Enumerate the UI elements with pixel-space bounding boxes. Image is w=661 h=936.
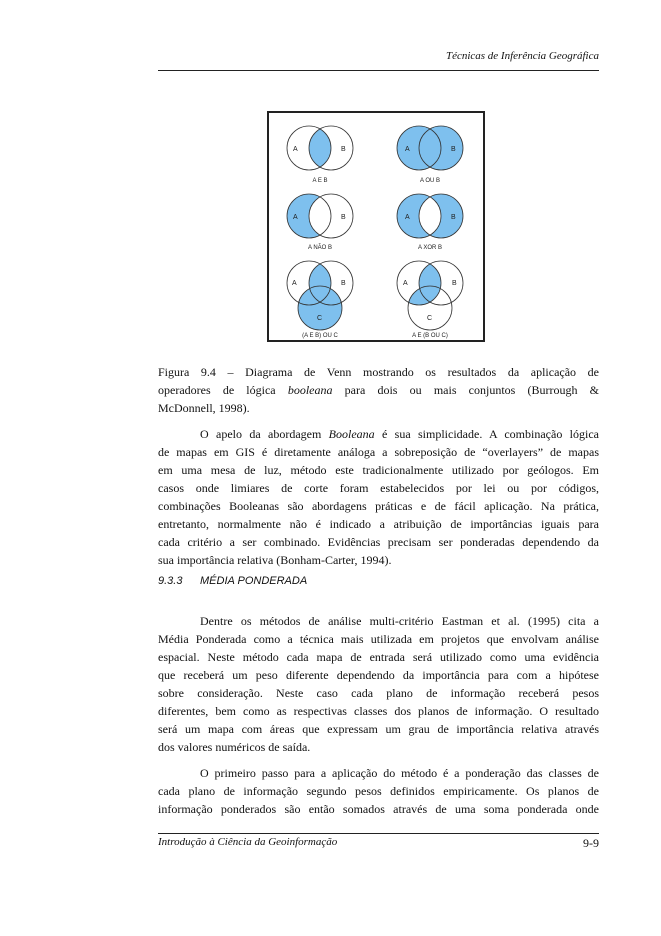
venn-figure [267, 111, 485, 342]
venn-caption: A NÃO B [307, 245, 333, 251]
label-b: B [451, 214, 456, 221]
label-a: A [293, 146, 298, 153]
text-line: sobre consideração. Neste caso cada plano de informação receberá pesos [158, 686, 599, 700]
label-a: A [405, 146, 410, 153]
label-b: B [341, 280, 346, 287]
venn-diagrams-svg [269, 113, 483, 340]
text-line: entretanto, normalmente não é indicado a atribuição de importâncias iguais para [158, 517, 599, 531]
venn-caption: A E B [312, 178, 328, 184]
running-header: Técnicas de Inferência Geográfica [445, 50, 599, 62]
label-c: C [427, 315, 433, 322]
footer-rule [158, 833, 599, 834]
text-line: diferentes, bem como as respectivas classes dos planos de informação. O resultado [158, 704, 599, 718]
text-line: combinações Booleanas são abordagens práticas e de fácil aplicação. Na prática, [158, 499, 599, 513]
label-b: B [341, 146, 346, 153]
text-line: O primeiro passo para a aplicação do método é a ponderação das classes de [200, 766, 599, 780]
footer-book-title: Introdução à Ciência da Geoinformação [158, 836, 338, 848]
text-line: cada plano de informação segundo pesos definidos empiricamente. Os planos de [158, 784, 599, 798]
paragraph-first-step [158, 764, 599, 818]
label-b: B [451, 146, 456, 153]
text-line: será um mapa com áreas que expressam um grau de importância relativa através [158, 722, 599, 736]
venn-caption: A OU B [419, 178, 441, 184]
label-a: A [403, 280, 408, 287]
label-a: A [292, 280, 297, 287]
text-line: dos valores numéricos de saída. [158, 740, 311, 754]
venn-a-not-b [287, 194, 353, 251]
figure-caption [158, 363, 599, 417]
venn-a-and-b-or-c-group [389, 253, 469, 339]
caption-line: Figura 9.4 – Diagrama de Venn mostrando os resultados da aplicação de [158, 365, 599, 379]
text-line: O apelo da abordagem Booleana é sua simplicidade. A combinação lógica [200, 427, 599, 441]
venn-a-or-b [397, 126, 463, 184]
page-number: 9-9 [583, 836, 599, 850]
paragraph-weighted-mean [158, 612, 599, 756]
text-line: Média Ponderada como a técnica mais utilizada em projetos que envolvam análise [158, 632, 599, 646]
section-title: MÉDIA PONDERADA [200, 575, 308, 587]
venn-a-and-b-or-c [287, 261, 353, 339]
text-line: casos onde limiares de corte foram estabelecidos por lei ou por códigos, [158, 481, 599, 495]
venn-a-and-b [287, 126, 353, 184]
venn-a-xor-b [397, 194, 463, 251]
venn-caption: (A E B) OU C [302, 333, 338, 339]
text-line: espacial. Neste método cada mapa de entrada será utilizado como uma evidência [158, 650, 599, 664]
label-b: B [452, 280, 457, 287]
text-line: cada critério a ser combinado. Evidências precisam ser ponderadas dependendo da [158, 535, 599, 549]
paragraph-boolean-appeal [158, 425, 599, 569]
label-a: A [293, 214, 298, 221]
text-line: em uma mesa de luz, método este tradicionalmente utilizado por geólogos. Em [158, 463, 599, 477]
venn-caption: A XOR B [417, 245, 443, 251]
header-rule [158, 70, 599, 71]
label-b: B [341, 214, 346, 221]
text-line: informação ponderados são então somados através de uma soma ponderada onde [158, 802, 599, 816]
text-line: de mapas em GIS é diretamente análoga a sobreposição de “overlayers” de mapas [158, 445, 599, 459]
venn-caption: A E (B OU C) [412, 333, 448, 339]
label-c: C [317, 315, 323, 322]
label-a: A [405, 214, 410, 221]
section-number: 9.3.3 [158, 575, 183, 587]
caption-line: McDonnell, 1998). [158, 401, 250, 415]
text-line: Dentre os métodos de análise multi-critério Eastman et al. (1995) cita a [200, 614, 599, 628]
text-line: que receberá um peso diferente dependendo da importância para com a hipótese [158, 668, 599, 682]
caption-line: operadores de lógica booleana para dois ou mais conjuntos (Burrough & [158, 383, 599, 397]
text-line: sua importância relativa (Bonham-Carter, 1994). [158, 553, 392, 567]
section-heading [158, 575, 307, 587]
